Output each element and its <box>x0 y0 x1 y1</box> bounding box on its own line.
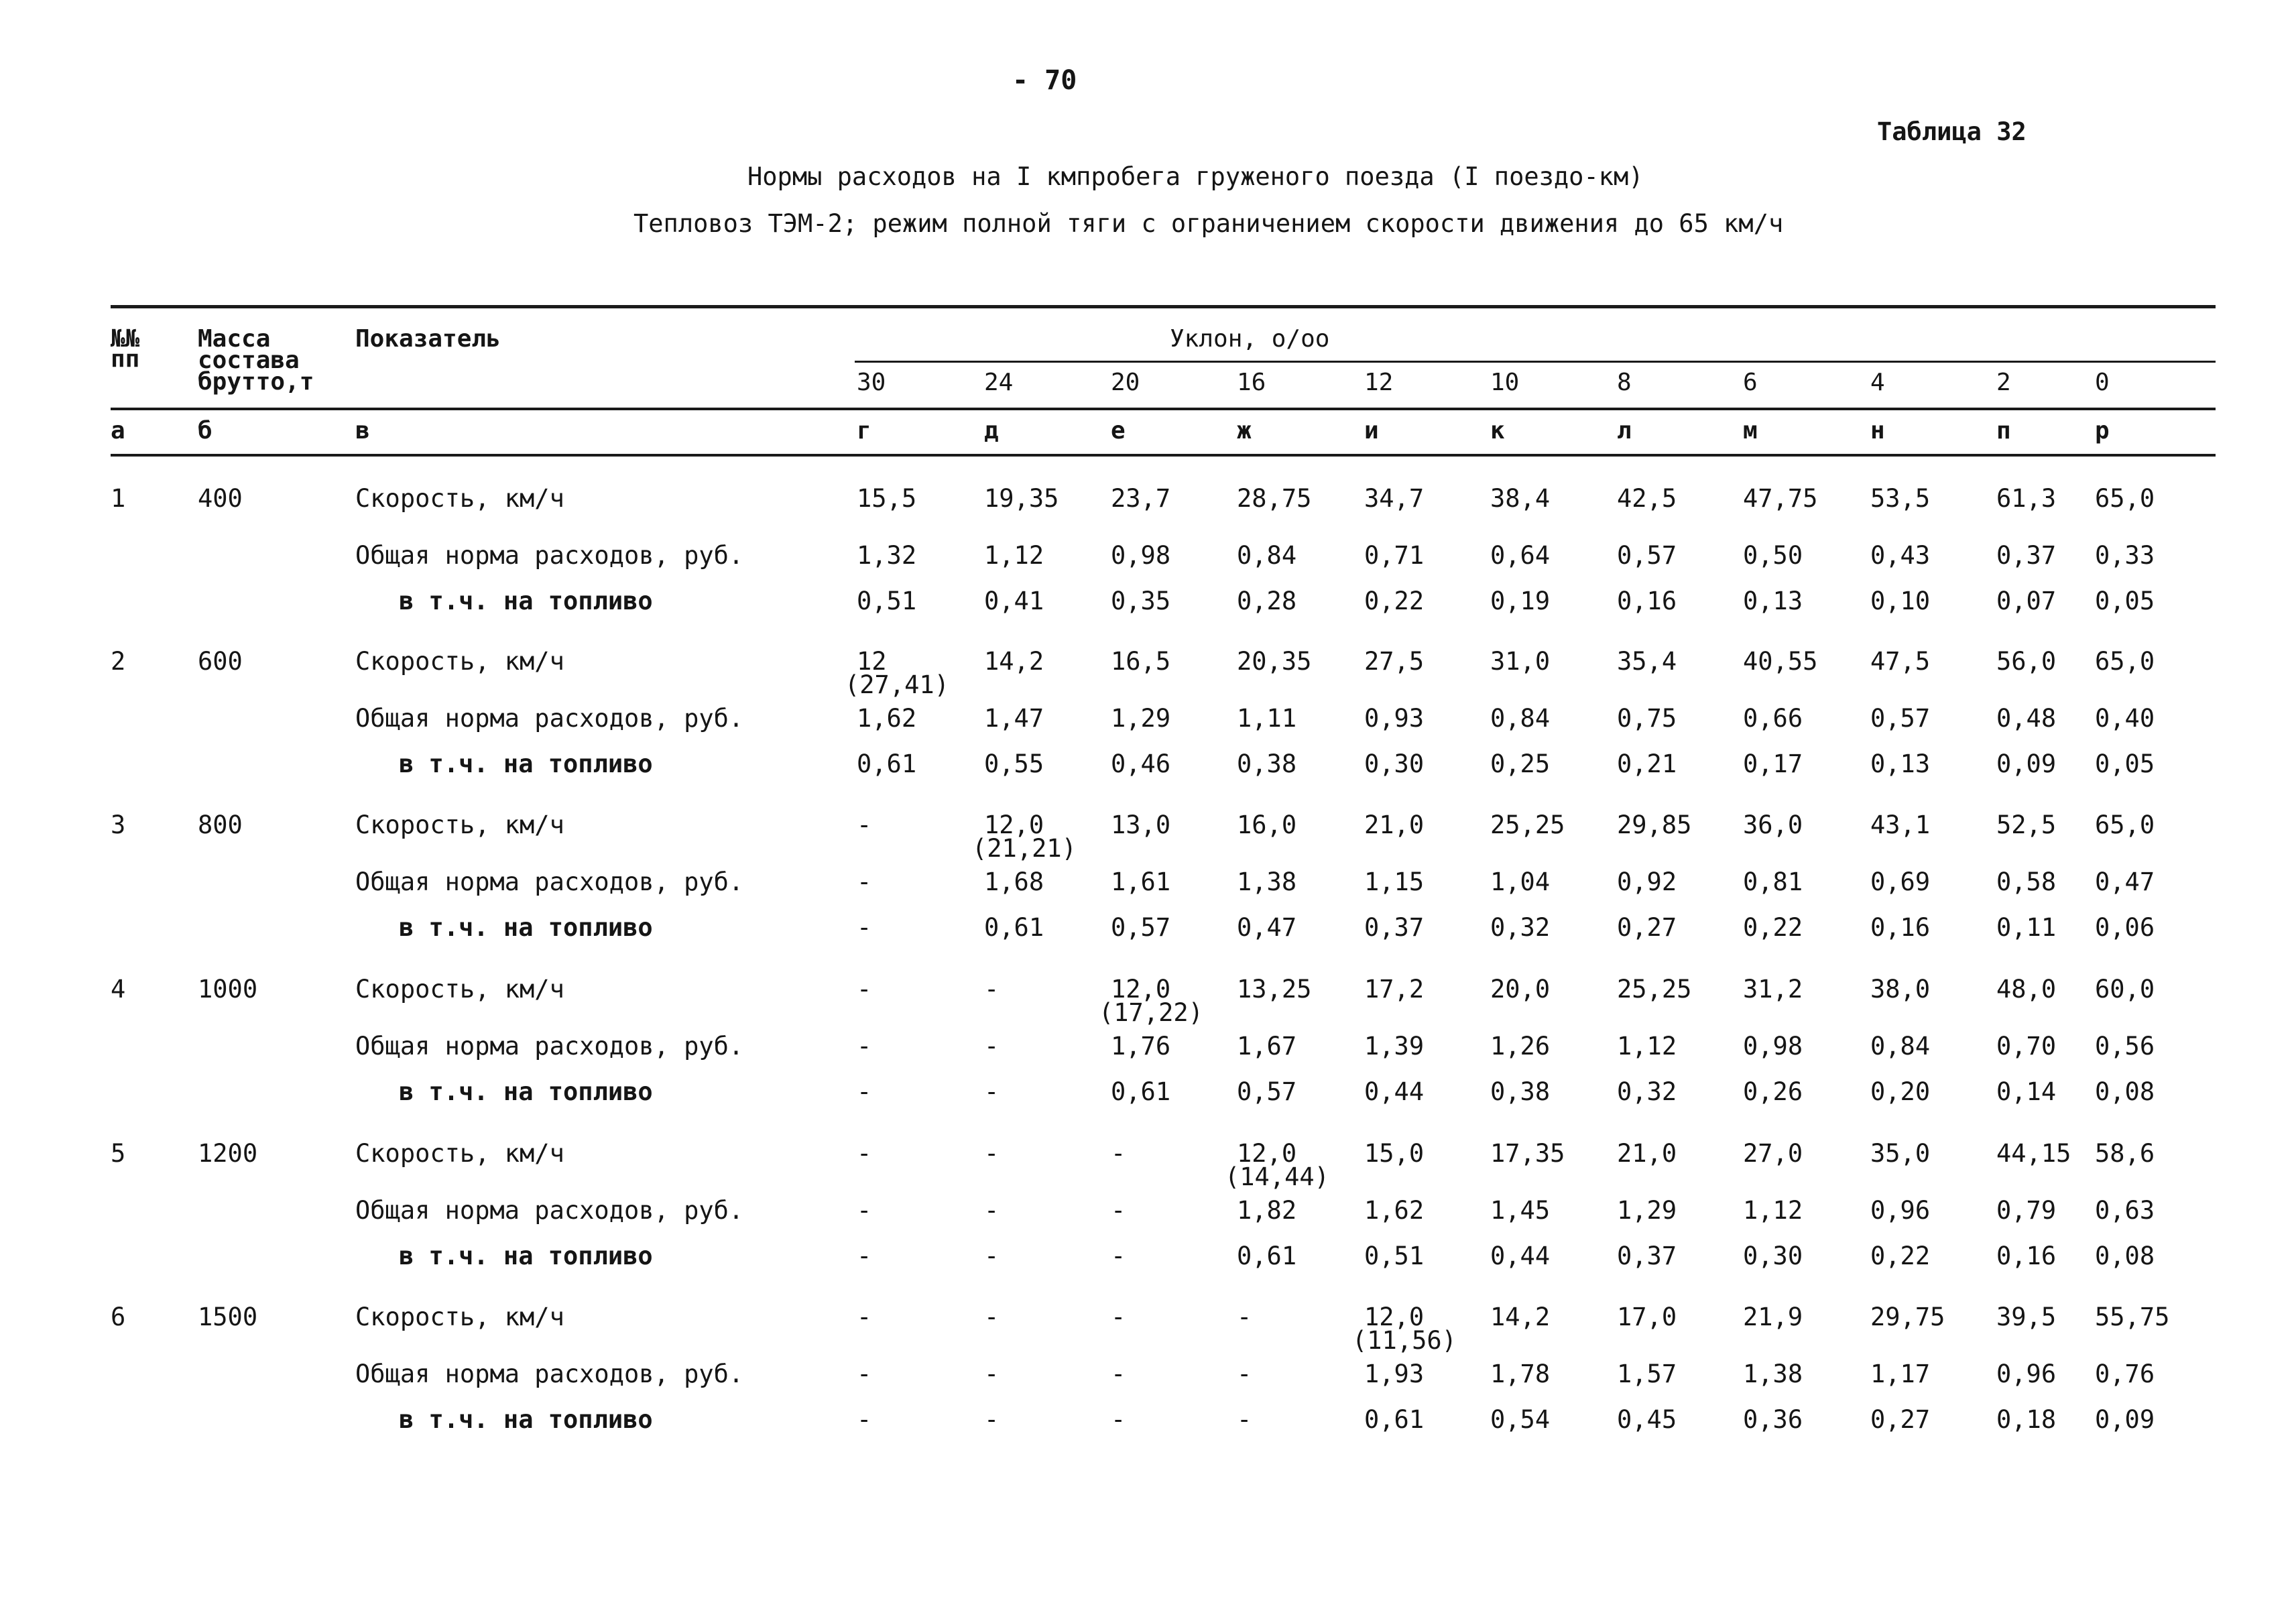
column-letter: г <box>857 417 871 444</box>
table-cell: 0,16 <box>1617 587 1677 615</box>
table-cell: 0,22 <box>1743 913 1803 942</box>
table-cell: 12,0 <box>984 810 1044 839</box>
table-cell: 31,0 <box>1490 647 1551 676</box>
table-cell: 0,70 <box>1996 1032 2057 1061</box>
table-cell: 1,32 <box>857 541 917 570</box>
table-cell: 1,62 <box>1364 1196 1425 1225</box>
table-cell: 0,79 <box>1996 1196 2057 1225</box>
table-cell: 1,26 <box>1490 1032 1551 1061</box>
table-cell: 1,45 <box>1490 1196 1551 1225</box>
header-mass-1: Масса <box>198 325 271 353</box>
row-label: в т.ч. на топливо <box>399 1242 653 1270</box>
row-number: 1 <box>111 484 126 513</box>
row-mass: 1000 <box>198 975 258 1004</box>
table-cell: 0,93 <box>1364 704 1425 733</box>
row-number: 6 <box>111 1303 126 1331</box>
slope-col-header: 16 <box>1237 369 1266 396</box>
table-cell: 1,38 <box>1237 867 1297 896</box>
table-cell: 23,7 <box>1111 484 1171 513</box>
column-letter: л <box>1617 417 1632 444</box>
row-label: Общая норма расходов, руб. <box>355 541 744 570</box>
column-letter: ж <box>1237 417 1252 444</box>
column-letter: е <box>1111 417 1126 444</box>
table-cell: - <box>857 810 872 839</box>
table-cell: 0,22 <box>1870 1242 1931 1270</box>
table-cell: - <box>984 1077 1000 1106</box>
slope-header-rule <box>855 361 2216 363</box>
table-cell: 55,75 <box>2095 1303 2170 1331</box>
table-cell: 61,3 <box>1996 484 2057 513</box>
slope-col-header: 20 <box>1111 369 1140 396</box>
table-cell: 12 <box>857 647 887 676</box>
table-cell: 0,27 <box>1617 913 1677 942</box>
table-cell: 15,0 <box>1364 1139 1425 1168</box>
table-title: Нормы расходов на I кмпробега груженого поезда (I поездо-км) <box>747 162 1644 191</box>
speed-note: (17,22) <box>1099 998 1203 1027</box>
table-cell: 40,55 <box>1743 647 1818 676</box>
table-cell: - <box>984 1405 1000 1434</box>
table-cell: 1,17 <box>1870 1360 1931 1388</box>
table-cell: - <box>984 975 1000 1004</box>
table-subtitle: Тепловоз ТЭМ-2; режим полной тяги с ограничением скорости движения до 65 км/ч <box>633 209 1784 238</box>
table-cell: 21,9 <box>1743 1303 1803 1331</box>
table-cell: - <box>984 1196 1000 1225</box>
table-top-rule <box>111 305 2216 308</box>
table-cell: 0,98 <box>1743 1032 1803 1061</box>
header-mass-2: состава <box>198 347 300 374</box>
table-cell: 0,18 <box>1996 1405 2057 1434</box>
table-cell: 0,09 <box>1996 749 2057 778</box>
table-cell: 0,26 <box>1743 1077 1803 1106</box>
table-cell: 43,1 <box>1870 810 1931 839</box>
slope-col-header: 24 <box>984 369 1014 396</box>
row-number: 2 <box>111 647 126 676</box>
table-cell: 1,67 <box>1237 1032 1297 1061</box>
table-cell: 0,14 <box>1996 1077 2057 1106</box>
page-number: - 70 <box>1012 65 1077 96</box>
row-label: в т.ч. на топливо <box>399 749 653 778</box>
table-cell: - <box>984 1303 1000 1331</box>
table-cell: 0,61 <box>857 749 917 778</box>
table-cell: 0,98 <box>1111 541 1171 570</box>
table-cell: 1,47 <box>984 704 1044 733</box>
table-cell: 0,16 <box>1870 913 1931 942</box>
table-cell: 1,29 <box>1617 1196 1677 1225</box>
table-cell: - <box>857 1360 872 1388</box>
header-slope: Уклон, о/оо <box>1170 325 1330 353</box>
table-cell: 16,0 <box>1237 810 1297 839</box>
table-cell: 1,11 <box>1237 704 1297 733</box>
table-cell: 12,0 <box>1237 1139 1297 1168</box>
table-cell: 1,61 <box>1111 867 1171 896</box>
table-cell: 34,7 <box>1364 484 1425 513</box>
slope-col-header: 10 <box>1490 369 1520 396</box>
table-cell: 0,07 <box>1996 587 2057 615</box>
row-label: Общая норма расходов, руб. <box>355 704 744 733</box>
column-letter: д <box>984 417 999 444</box>
table-cell: 0,84 <box>1870 1032 1931 1061</box>
table-cell: 0,30 <box>1364 749 1425 778</box>
table-cell: 25,25 <box>1490 810 1565 839</box>
table-cell: 1,82 <box>1237 1196 1297 1225</box>
table-cell: 12,0 <box>1111 975 1171 1004</box>
table-cell: 12,0 <box>1364 1303 1425 1331</box>
table-cell: - <box>984 1242 1000 1270</box>
column-letter: к <box>1490 417 1505 444</box>
table-cell: 0,35 <box>1111 587 1171 615</box>
table-cell: 0,46 <box>1111 749 1171 778</box>
row-number: 3 <box>111 810 126 839</box>
table-cell: 0,19 <box>1490 587 1551 615</box>
table-cell: 13,0 <box>1111 810 1171 839</box>
column-letter: м <box>1743 417 1758 444</box>
table-cell: 0,41 <box>984 587 1044 615</box>
row-label: Общая норма расходов, руб. <box>355 1032 744 1061</box>
table-cell: 1,93 <box>1364 1360 1425 1388</box>
column-letter: и <box>1364 417 1379 444</box>
table-cell: 0,10 <box>1870 587 1931 615</box>
row-label: Скорость, км/ч <box>355 1139 564 1168</box>
table-cell: 0,61 <box>984 913 1044 942</box>
table-cell: 0,84 <box>1237 541 1297 570</box>
table-cell: 13,25 <box>1237 975 1312 1004</box>
table-cell: 38,4 <box>1490 484 1551 513</box>
table-cell: 25,25 <box>1617 975 1692 1004</box>
table-cell: 16,5 <box>1111 647 1171 676</box>
table-cell: 0,37 <box>1996 541 2057 570</box>
table-cell: 0,30 <box>1743 1242 1803 1270</box>
row-label: Скорость, км/ч <box>355 1303 564 1331</box>
table-cell: 1,62 <box>857 704 917 733</box>
table-cell: 0,55 <box>984 749 1044 778</box>
table-cell: 52,5 <box>1996 810 2057 839</box>
table-cell: 39,5 <box>1996 1303 2057 1331</box>
table-cell: 0,96 <box>1870 1196 1931 1225</box>
row-label: в т.ч. на топливо <box>399 587 653 615</box>
table-cell: 0,36 <box>1743 1405 1803 1434</box>
table-cell: - <box>1237 1303 1252 1331</box>
table-cell: 0,51 <box>1364 1242 1425 1270</box>
table-cell: 38,0 <box>1870 975 1931 1004</box>
table-cell: 0,57 <box>1617 541 1677 570</box>
table-cell: 1,29 <box>1111 704 1171 733</box>
table-cell: - <box>857 1405 872 1434</box>
slope-col-header: 12 <box>1364 369 1394 396</box>
table-cell: 0,47 <box>2095 867 2155 896</box>
table-cell: 65,0 <box>2095 647 2155 676</box>
table-cell: 19,35 <box>984 484 1059 513</box>
table-cell: 0,05 <box>2095 587 2155 615</box>
table-cell: 1,04 <box>1490 867 1551 896</box>
slope-col-header: 6 <box>1743 369 1758 396</box>
row-mass: 1500 <box>198 1303 258 1331</box>
row-label: Скорость, км/ч <box>355 975 564 1004</box>
table-cell: 1,12 <box>984 541 1044 570</box>
table-cell: - <box>857 1077 872 1106</box>
table-cell: 44,15 <box>1996 1139 2071 1168</box>
table-cell: - <box>1111 1405 1126 1434</box>
table-cell: 0,20 <box>1870 1077 1931 1106</box>
table-cell: - <box>857 975 872 1004</box>
table-cell: 0,32 <box>1617 1077 1677 1106</box>
table-cell: 0,22 <box>1364 587 1425 615</box>
slope-col-header: 2 <box>1996 369 2011 396</box>
header-num: №№ <box>111 325 140 353</box>
table-cell: 0,61 <box>1364 1405 1425 1434</box>
table-cell: 58,6 <box>2095 1139 2155 1168</box>
table-cell: 65,0 <box>2095 810 2155 839</box>
table-cell: 0,16 <box>1996 1242 2057 1270</box>
table-cell: 0,40 <box>2095 704 2155 733</box>
table-cell: 0,69 <box>1870 867 1931 896</box>
table-cell: 21,0 <box>1364 810 1425 839</box>
row-label: Скорость, км/ч <box>355 484 564 513</box>
speed-note: (11,56) <box>1352 1326 1457 1355</box>
table-cell: 0,51 <box>857 587 917 615</box>
table-cell: 0,09 <box>2095 1405 2155 1434</box>
table-cell: 0,33 <box>2095 541 2155 570</box>
column-letter: б <box>198 417 213 444</box>
table-cell: 0,27 <box>1870 1405 1931 1434</box>
table-cell: 0,75 <box>1617 704 1677 733</box>
table-cell: 1,57 <box>1617 1360 1677 1388</box>
table-cell: 28,75 <box>1237 484 1312 513</box>
table-cell: 27,5 <box>1364 647 1425 676</box>
table-cell: 0,96 <box>1996 1360 2057 1388</box>
slope-col-header: 0 <box>2095 369 2110 396</box>
column-letter: а <box>111 417 125 444</box>
row-number: 4 <box>111 975 126 1004</box>
row-label: Общая норма расходов, руб. <box>355 1196 744 1225</box>
table-cell: 0,13 <box>1743 587 1803 615</box>
header-mass-3: брутто,т <box>198 368 314 396</box>
table-cell: 0,06 <box>2095 913 2155 942</box>
table-cell: 0,17 <box>1743 749 1803 778</box>
table-cell: 17,35 <box>1490 1139 1565 1168</box>
table-cell: 17,0 <box>1617 1303 1677 1331</box>
table-cell: 0,37 <box>1617 1242 1677 1270</box>
table-cell: 14,2 <box>1490 1303 1551 1331</box>
table-cell: 1,68 <box>984 867 1044 896</box>
row-mass: 600 <box>198 647 243 676</box>
table-cell: 14,2 <box>984 647 1044 676</box>
table-cell: 0,45 <box>1617 1405 1677 1434</box>
letter-row-rule <box>111 454 2216 457</box>
header-num-2: пп <box>111 345 140 373</box>
table-cell: 0,57 <box>1111 913 1171 942</box>
table-cell: 27,0 <box>1743 1139 1803 1168</box>
table-cell: - <box>1237 1405 1252 1434</box>
table-cell: 1,76 <box>1111 1032 1171 1061</box>
table-cell: 0,38 <box>1237 749 1297 778</box>
table-cell: - <box>984 1360 1000 1388</box>
table-cell: 1,12 <box>1743 1196 1803 1225</box>
table-cell: 0,48 <box>1996 704 2057 733</box>
row-mass: 800 <box>198 810 243 839</box>
table-cell: 0,63 <box>2095 1196 2155 1225</box>
row-label: в т.ч. на топливо <box>399 1077 653 1106</box>
slope-col-header: 30 <box>857 369 886 396</box>
table-cell: - <box>1111 1303 1126 1331</box>
table-cell: 0,32 <box>1490 913 1551 942</box>
table-cell: 0,54 <box>1490 1405 1551 1434</box>
table-cell: 29,75 <box>1870 1303 1945 1331</box>
table-cell: - <box>857 1303 872 1331</box>
table-cell: 1,12 <box>1617 1032 1677 1061</box>
table-cell: 0,57 <box>1237 1077 1297 1106</box>
table-cell: 0,64 <box>1490 541 1551 570</box>
table-cell: - <box>984 1032 1000 1061</box>
slope-col-header: 4 <box>1870 369 1885 396</box>
table-cell: 0,92 <box>1617 867 1677 896</box>
table-cell: - <box>1111 1360 1126 1388</box>
row-label: в т.ч. на топливо <box>399 913 653 942</box>
table-cell: 0,13 <box>1870 749 1931 778</box>
table-cell: 36,0 <box>1743 810 1803 839</box>
table-cell: - <box>857 1139 872 1168</box>
table-cell: 0,56 <box>2095 1032 2155 1061</box>
table-cell: 17,2 <box>1364 975 1425 1004</box>
table-cell: - <box>1111 1242 1126 1270</box>
column-letter: п <box>1996 417 2011 444</box>
table-cell: 20,0 <box>1490 975 1551 1004</box>
row-label: Общая норма расходов, руб. <box>355 1360 744 1388</box>
table-cell: 47,75 <box>1743 484 1818 513</box>
row-label: в т.ч. на топливо <box>399 1405 653 1434</box>
table-cell: 48,0 <box>1996 975 2057 1004</box>
row-label: Общая норма расходов, руб. <box>355 867 744 896</box>
table-cell: 0,66 <box>1743 704 1803 733</box>
table-cell: 0,61 <box>1237 1242 1297 1270</box>
table-cell: 60,0 <box>2095 975 2155 1004</box>
table-cell: - <box>1111 1196 1126 1225</box>
table-cell: - <box>1111 1139 1126 1168</box>
table-cell: 0,38 <box>1490 1077 1551 1106</box>
row-label: Скорость, км/ч <box>355 647 564 676</box>
header-indicator: Показатель <box>355 325 501 353</box>
table-cell: 0,81 <box>1743 867 1803 896</box>
table-cell: 21,0 <box>1617 1139 1677 1168</box>
table-cell: 0,44 <box>1364 1077 1425 1106</box>
slope-col-header: 8 <box>1617 369 1632 396</box>
table-cell: - <box>857 1242 872 1270</box>
table-cell: 0,11 <box>1996 913 2057 942</box>
column-letter: р <box>2095 417 2110 444</box>
row-mass: 400 <box>198 484 243 513</box>
table-cell: 31,2 <box>1743 975 1803 1004</box>
table-cell: 0,61 <box>1111 1077 1171 1106</box>
table-cell: 0,57 <box>1870 704 1931 733</box>
table-cell: 35,4 <box>1617 647 1677 676</box>
table-cell: 1,39 <box>1364 1032 1425 1061</box>
table-cell: 0,47 <box>1237 913 1297 942</box>
table-cell: 0,43 <box>1870 541 1931 570</box>
table-cell: - <box>857 867 872 896</box>
table-cell: 53,5 <box>1870 484 1931 513</box>
table-cell: 35,0 <box>1870 1139 1931 1168</box>
table-cell: 42,5 <box>1617 484 1677 513</box>
table-cell: 29,85 <box>1617 810 1692 839</box>
table-cell: - <box>857 1032 872 1061</box>
table-cell: 0,21 <box>1617 749 1677 778</box>
speed-note: (27,41) <box>845 670 949 699</box>
row-label: Скорость, км/ч <box>355 810 564 839</box>
table-cell: 20,35 <box>1237 647 1312 676</box>
table-cell: 0,05 <box>2095 749 2155 778</box>
table-cell: - <box>1237 1360 1252 1388</box>
column-letter: в <box>355 417 370 444</box>
table-cell: - <box>857 1196 872 1225</box>
table-cell: 15,5 <box>857 484 917 513</box>
table-cell: 1,15 <box>1364 867 1425 896</box>
table-cell: 65,0 <box>2095 484 2155 513</box>
table-cell: 0,28 <box>1237 587 1297 615</box>
table-cell: 0,44 <box>1490 1242 1551 1270</box>
table-cell: 0,25 <box>1490 749 1551 778</box>
table-cell: 0,08 <box>2095 1242 2155 1270</box>
table-label: Таблица 32 <box>1877 117 2027 146</box>
table-cell: 1,78 <box>1490 1360 1551 1388</box>
table-cell: 0,37 <box>1364 913 1425 942</box>
table-cell: 0,76 <box>2095 1360 2155 1388</box>
table-cell: 0,58 <box>1996 867 2057 896</box>
header-bottom-rule <box>111 408 2216 410</box>
table-cell: - <box>857 913 872 942</box>
column-letter: н <box>1870 417 1885 444</box>
table-cell: 56,0 <box>1996 647 2057 676</box>
row-number: 5 <box>111 1139 126 1168</box>
row-mass: 1200 <box>198 1139 258 1168</box>
table-cell: 0,50 <box>1743 541 1803 570</box>
table-cell: - <box>984 1139 1000 1168</box>
table-cell: 0,08 <box>2095 1077 2155 1106</box>
speed-note: (21,21) <box>972 834 1077 863</box>
speed-note: (14,44) <box>1225 1162 1329 1191</box>
table-cell: 47,5 <box>1870 647 1931 676</box>
table-cell: 0,84 <box>1490 704 1551 733</box>
table-cell: 0,71 <box>1364 541 1425 570</box>
table-cell: 1,38 <box>1743 1360 1803 1388</box>
